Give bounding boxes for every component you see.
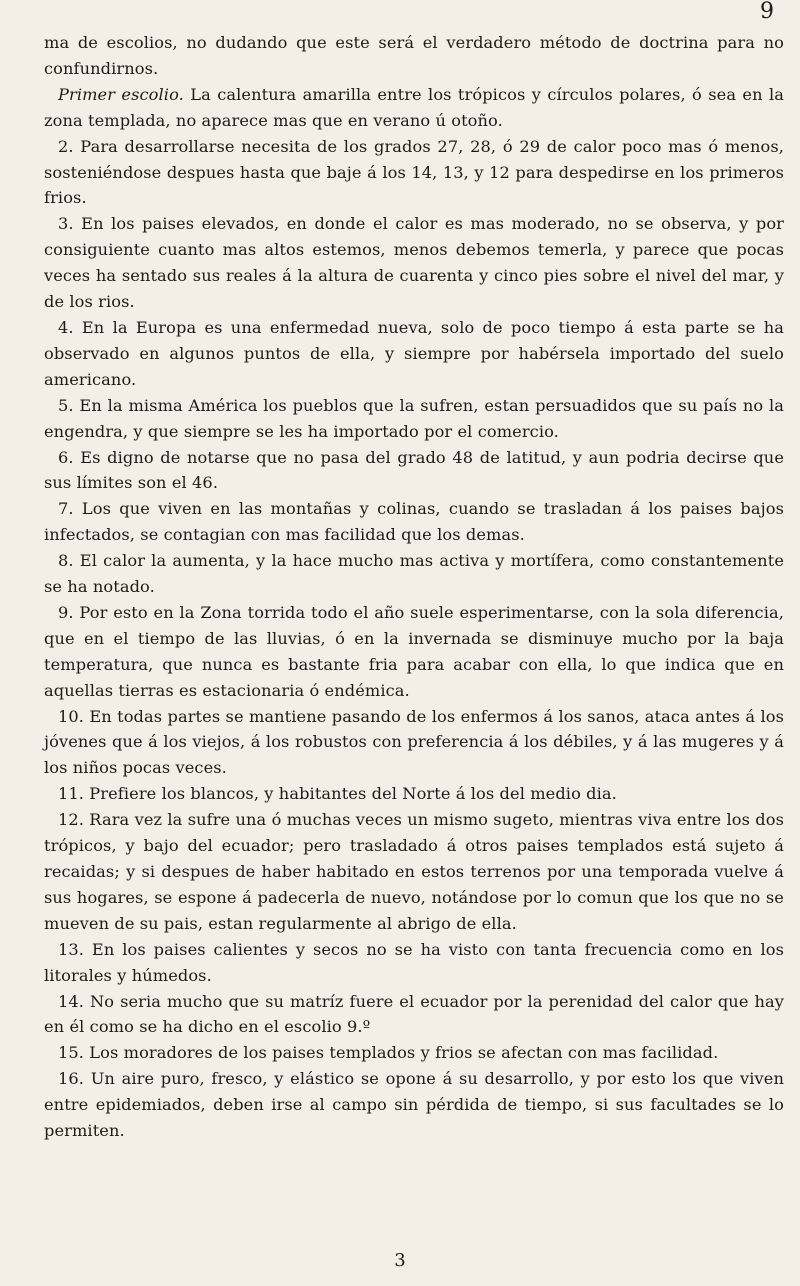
paragraph-text: 9. Por esto en la Zona torrida todo el año suele esperimentarse, con la sola diferencia, que en el tiempo de las lluvias, ó en la invernada se disminuye mucho por la baja temperatura, que nunca es bastante fria para acabar con ella, lo que indica que en aquellas tierras es estacionaria ó endémica. <box>44 602 784 700</box>
paragraph-primer-escolio <box>44 82 784 134</box>
paragraph-text: ma de escolios, no dudando que este será el verdadero método de doctrina para no confundirnos. <box>44 33 784 78</box>
paragraph-12 <box>44 807 784 937</box>
paragraph-text: 16. Un aire puro, fresco, y elástico se opone á su desarrollo, y por esto los que viven entre epidemiados, deben irse al campo sin pérdida de tiempo, si sus facultades se lo permiten. <box>44 1069 784 1141</box>
paragraph-text: 6. Es digno de notarse que no pasa del grado 48 de latitud, y aun podria decirse que sus límites son el 46. <box>44 447 784 493</box>
paragraph-text: 4. En la Europa es una enfermedad nueva, solo de poco tiempo á esta parte se ha observado en algunos puntos de ella, y siempre por habérsela importado del suelo americano. <box>44 317 784 389</box>
paragraph-10 <box>44 704 784 782</box>
page-number: 9 <box>760 0 774 24</box>
paragraph-16 <box>44 1066 784 1144</box>
paragraph-text: La calentura amarilla entre los trópicos y círculos polares, ó sea en la zona templada, no aparece mas que en verano ú otoño. <box>44 84 784 130</box>
body-text <box>44 30 784 1144</box>
paragraph-text: 8. El calor la aumenta, y la hace mucho mas activa y mortífera, como constantemente se ha notado. <box>44 551 784 597</box>
paragraph-continuation <box>44 30 784 82</box>
paragraph-text: 12. Rara vez la sufre una ó muchas veces un mismo sugeto, mientras viva entre los dos trópicos, y bajo del ecuador; pero trasladado á otros paises templados está sujeto á recaidas; y si despues de haber habitado en estos terrenos por una temporada vuelve á sus hogares, se espone á padecerla de nuevo, notándose por lo comun que los que no se mueven de su pais, estan regularmente al abrigo de ella. <box>44 810 784 933</box>
paragraph-13 <box>44 937 784 989</box>
paragraph-text: 15. Los moradores de los paises templados y frios se afectan con mas facilidad. <box>58 1043 719 1063</box>
paragraph-11 <box>44 781 784 807</box>
paragraph-text: 5. En la misma América los pueblos que la sufren, estan persuadidos que su país no la engendra, y que siempre se les ha importado por el comercio. <box>44 395 784 441</box>
paragraph-text: 11. Prefiere los blancos, y habitantes del Norte á los del medio dia. <box>58 784 617 804</box>
paragraph-14 <box>44 989 784 1041</box>
paragraph-6 <box>44 445 784 497</box>
paragraph-7 <box>44 496 784 548</box>
signature-mark: 3 <box>394 1250 406 1271</box>
paragraph-text: 2. Para desarrollarse necesita de los grados 27, 28, ó 29 de calor poco mas ó menos, sosteniéndose despues hasta que baje á los 14, 13, y 12 para despedirse en los primeros frios. <box>44 136 784 208</box>
paragraph-text: 3. En los paises elevados, en donde el calor es mas moderado, no se observa, y por consiguiente cuanto mas altos estemos, menos debemos temerla, y parece que pocas veces ha sentado sus reales á la altura de cuarenta y cinco pies sobre el nivel del mar, y de los rios. <box>44 214 784 312</box>
paragraph-text: 10. En todas partes se mantiene pasando de los enfermos á los sanos, ataca antes á los jóvenes que á los viejos, á los robustos con preferencia á los débiles, y á las mugeres y á los niños pocas veces. <box>44 706 784 778</box>
paragraph-3 <box>44 211 784 315</box>
paragraph-5 <box>44 393 784 445</box>
paragraph-text: 13. En los paises calientes y secos no se ha visto con tanta frecuencia como en los litorales y húmedos. <box>44 939 784 985</box>
paragraph-2 <box>44 134 784 212</box>
paragraph-text: 7. Los que viven en las montañas y colinas, cuando se trasladan á los paises bajos infectados, se contagian con mas facilidad que los demas. <box>44 499 784 545</box>
paragraph-9 <box>44 600 784 704</box>
paragraph-4 <box>44 315 784 393</box>
paragraph-lead: Primer escolio. <box>58 84 184 104</box>
paragraph-8 <box>44 548 784 600</box>
paragraph-15 <box>44 1040 784 1066</box>
paragraph-text: 14. No seria mucho que su matríz fuere el ecuador por la perenidad del calor que hay en él como se ha dicho en el escolio 9.º <box>44 991 784 1037</box>
